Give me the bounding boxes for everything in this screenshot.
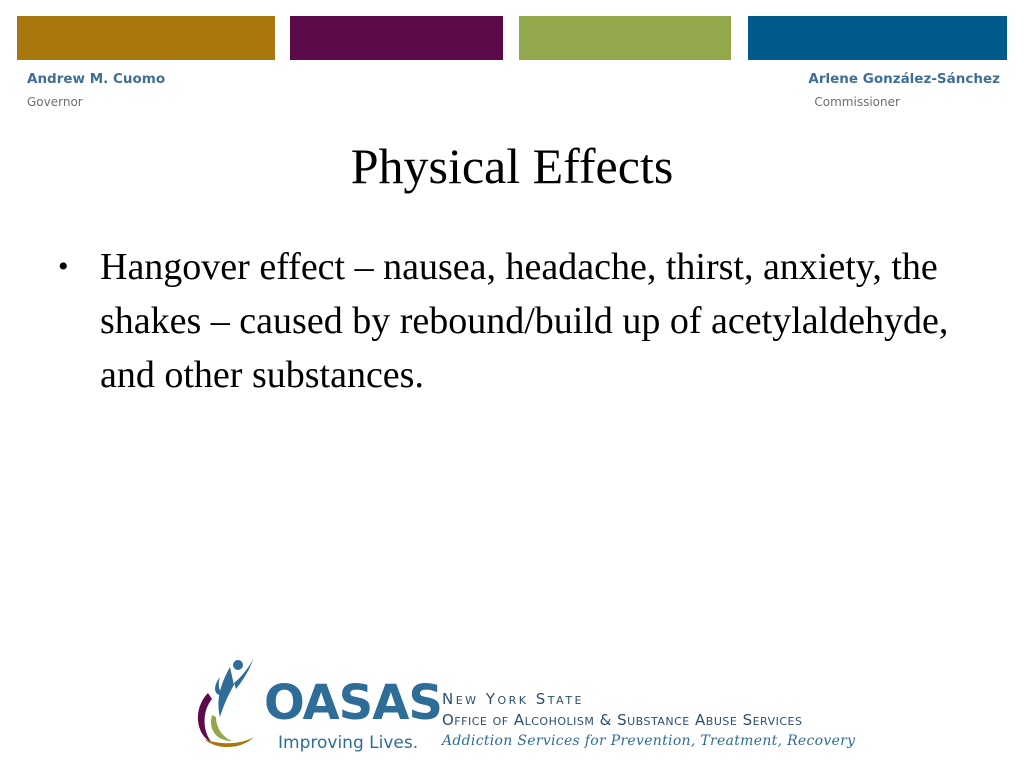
slide-title: Physical Effects	[350, 138, 674, 194]
agency-name-block	[442, 689, 855, 751]
oasas-logo	[190, 655, 880, 757]
agency-office: Office of Alcoholism & Substance Abuse Services	[442, 711, 803, 729]
oasas-tagline: Improving Lives.	[278, 733, 419, 753]
commissioner-credit	[808, 70, 1000, 110]
commissioner-role: Commissioner	[814, 95, 900, 109]
commissioner-name: Arlene González-Sánchez	[808, 71, 1000, 87]
bullet-text: Hangover effect – nausea, headache, thirst, anxiety, the shakes – caused by rebound/build up of acetylaldehyde, and other substances.	[100, 246, 949, 396]
governor-role: Governor	[27, 95, 83, 109]
governor-credit	[27, 70, 165, 110]
bullet-dot-icon: •	[58, 250, 69, 283]
color-bar-blue	[748, 16, 1007, 60]
bullet-item	[58, 240, 958, 402]
agency-services: Addiction Services for Prevention, Treatment, Recovery	[442, 733, 856, 749]
color-bar-purple	[290, 16, 503, 60]
governor-name: Andrew M. Cuomo	[27, 71, 166, 87]
slide-body	[58, 240, 958, 402]
color-bar-green	[519, 16, 731, 60]
agency-state: New York State	[442, 690, 584, 708]
oasas-figure-icon	[190, 655, 270, 755]
oasas-wordmark: OASAS	[264, 675, 442, 731]
color-bar-gold	[17, 16, 275, 60]
